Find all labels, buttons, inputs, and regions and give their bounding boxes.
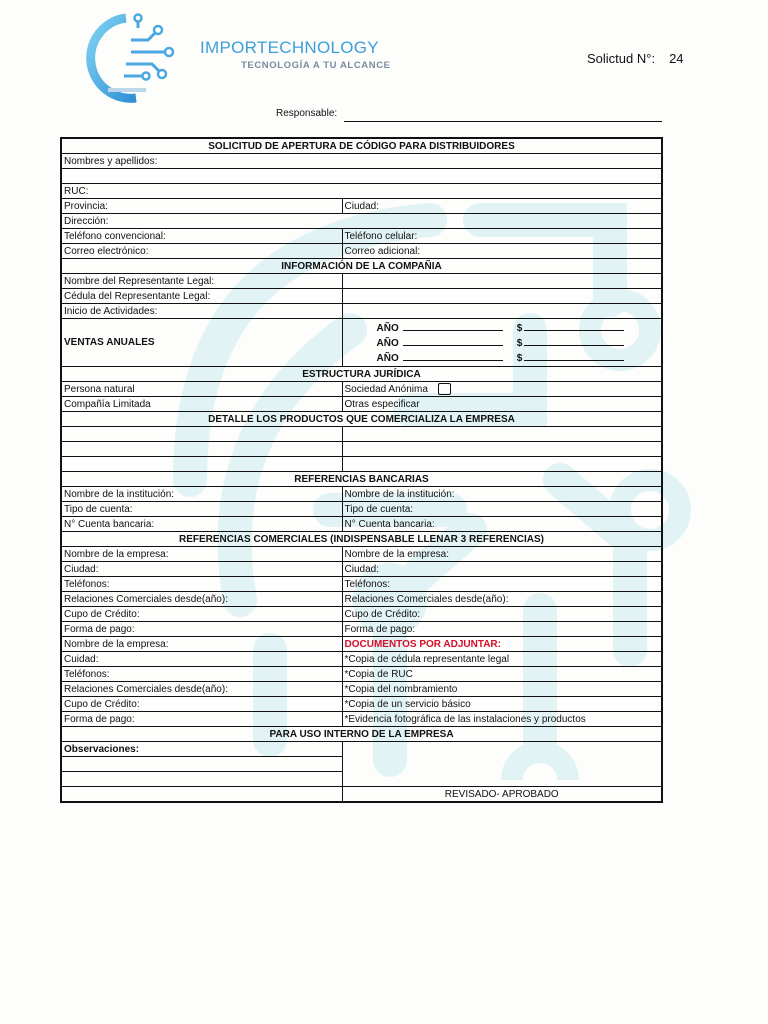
anio-label: AÑO [376,338,399,349]
ref2-cupo-credito[interactable]: Cupo de Crédito: [342,607,662,622]
anio-blank[interactable] [403,336,503,346]
field-correo[interactable]: Correo electrónico: [61,244,342,259]
section-estructura-juridica: ESTRUCTURA JURÍDICA [61,367,662,382]
section-referencias-bancarias: REFERENCIAS BANCARIAS [61,472,662,487]
solicitud-number: 24 [669,51,684,66]
field-telefono-convencional[interactable]: Teléfono convencional: [61,229,342,244]
ref3-cupo-credito[interactable]: Cupo de Crédito: [61,697,342,712]
solicitud-number-field [587,51,684,66]
solicitud-label: Solictud N°: [587,51,656,66]
option-compania-limitada[interactable]: Compañía Limitada [61,397,342,412]
ref3-relaciones[interactable]: Relaciones Comerciales desde(año): [61,682,342,697]
field-nombres[interactable]: Nombres y apellidos: [61,154,662,169]
producto-cell[interactable] [61,427,342,442]
responsable-input-line[interactable] [344,121,662,122]
ref2-forma-pago[interactable]: Forma de pago: [342,622,662,637]
field-inicio-actividades-value[interactable] [342,304,662,319]
ventas-row[interactable] [377,321,660,336]
banco2-tipo-cuenta[interactable]: Tipo de cuenta: [342,502,662,517]
section-uso-interno: PARA USO INTERNO DE LA EMPRESA [61,727,662,742]
ventas-row[interactable] [377,351,660,366]
observaciones-line[interactable] [61,787,342,803]
observaciones-label: Observaciones: [61,742,342,757]
documentos-por-adjuntar-title: DOCUMENTOS POR ADJUNTAR: [342,637,662,652]
ventas-row[interactable] [377,336,660,351]
producto-cell[interactable] [342,442,662,457]
anio-blank[interactable] [403,351,503,361]
ref3-nombre-empresa[interactable]: Nombre de la empresa: [61,637,342,652]
importechnology-logo [86,10,186,106]
doc-servicio-basico: *Copia de un servicio básico [342,697,662,712]
dollar-label: $ [516,338,523,349]
banco1-numero-cuenta[interactable]: N° Cuenta bancaria: [61,517,342,532]
field-telefono-celular[interactable]: Teléfono celular: [342,229,662,244]
brand-tagline: TECNOLOGÍA A TU ALCANCE [241,60,391,71]
amount-blank[interactable] [524,321,624,331]
field-inicio-actividades[interactable]: Inicio de Actividades: [61,304,342,319]
banco1-tipo-cuenta[interactable]: Tipo de cuenta: [61,502,342,517]
banco2-nombre-institucion[interactable]: Nombre de la institución: [342,487,662,502]
producto-cell[interactable] [61,457,342,472]
producto-cell[interactable] [342,427,662,442]
sociedad-anonima-label: Sociedad Anónima [344,383,428,395]
ref2-ciudad[interactable]: Ciudad: [342,562,662,577]
ref2-telefonos[interactable]: Teléfonos: [342,577,662,592]
section-detalle-productos: DETALLE LOS PRODUCTOS QUE COMERCIALIZA LA EMPRESA [61,412,662,427]
ref1-nombre-empresa[interactable]: Nombre de la empresa: [61,547,342,562]
field-ruc[interactable]: RUC: [61,184,662,199]
amount-blank[interactable] [524,351,624,361]
ventas-anuales-entries[interactable] [342,319,662,367]
observaciones-line[interactable] [61,772,342,787]
ref1-forma-pago[interactable]: Forma de pago: [61,622,342,637]
ref1-telefonos[interactable]: Teléfonos: [61,577,342,592]
ref1-ciudad[interactable]: Ciudad: [61,562,342,577]
doc-ruc: *Copia de RUC [342,667,662,682]
ref2-relaciones[interactable]: Relaciones Comerciales desde(año): [342,592,662,607]
uso-interno-box[interactable] [342,742,662,787]
field-cedula-representante-value[interactable] [342,289,662,304]
ref3-forma-pago[interactable]: Forma de pago: [61,712,342,727]
amount-blank[interactable] [524,336,624,346]
dollar-label: $ [516,323,523,334]
ref1-cupo-credito[interactable]: Cupo de Crédito: [61,607,342,622]
field-direccion[interactable]: Dirección: [61,214,662,229]
anio-label: AÑO [376,353,399,364]
sociedad-anonima-checkbox[interactable] [438,383,451,395]
revisado-aprobado-label: REVISADO- APROBADO [342,787,662,803]
option-otras-especificar[interactable]: Otras especificar [342,397,662,412]
form-title: SOLICITUD DE APERTURA DE CÓDIGO PARA DISTRIBUIDORES [61,138,662,154]
responsable-label: Responsable: [276,108,338,119]
banco1-nombre-institucion[interactable]: Nombre de la institución: [61,487,342,502]
field-correo-adicional[interactable]: Correo adicional: [342,244,662,259]
field-cedula-representante[interactable]: Cédula del Representante Legal: [61,289,342,304]
field-ciudad[interactable]: Ciudad: [342,199,662,214]
doc-cedula: *Copia de cédula representante legal [342,652,662,667]
doc-nombramiento: *Copia del nombramiento [342,682,662,697]
ref2-nombre-empresa[interactable]: Nombre de la empresa: [342,547,662,562]
ref1-relaciones[interactable]: Relaciones Comerciales desde(año): [61,592,342,607]
brand-name: IMPORTECHNOLOGY [200,38,379,57]
field-provincia[interactable]: Provincia: [61,199,342,214]
blank-row[interactable] [61,169,662,184]
producto-cell[interactable] [342,457,662,472]
doc-evidencia-fotografica: *Evidencia fotográfica de las instalaciones y productos [342,712,662,727]
banco2-numero-cuenta[interactable]: N° Cuenta bancaria: [342,517,662,532]
producto-cell[interactable] [61,442,342,457]
field-nombre-representante[interactable]: Nombre del Representante Legal: [61,274,342,289]
anio-label: AÑO [376,323,399,334]
dollar-label: $ [516,353,523,364]
section-info-compania: INFORMACIÓN DE LA COMPAÑIA [61,259,662,274]
anio-blank[interactable] [403,321,503,331]
field-nombre-representante-value[interactable] [342,274,662,289]
ventas-anuales-label: VENTAS ANUALES [61,319,342,367]
section-referencias-comerciales: REFERENCIAS COMERCIALES (INDISPENSABLE LLENAR 3 REFERENCIAS) [61,532,662,547]
option-sociedad-anonima[interactable] [342,382,662,397]
option-persona-natural[interactable]: Persona natural [61,382,342,397]
ref3-telefonos[interactable]: Teléfonos: [61,667,342,682]
observaciones-line[interactable] [61,757,342,772]
distributor-application-form [60,137,663,803]
ref3-ciudad[interactable]: Cuidad: [61,652,342,667]
